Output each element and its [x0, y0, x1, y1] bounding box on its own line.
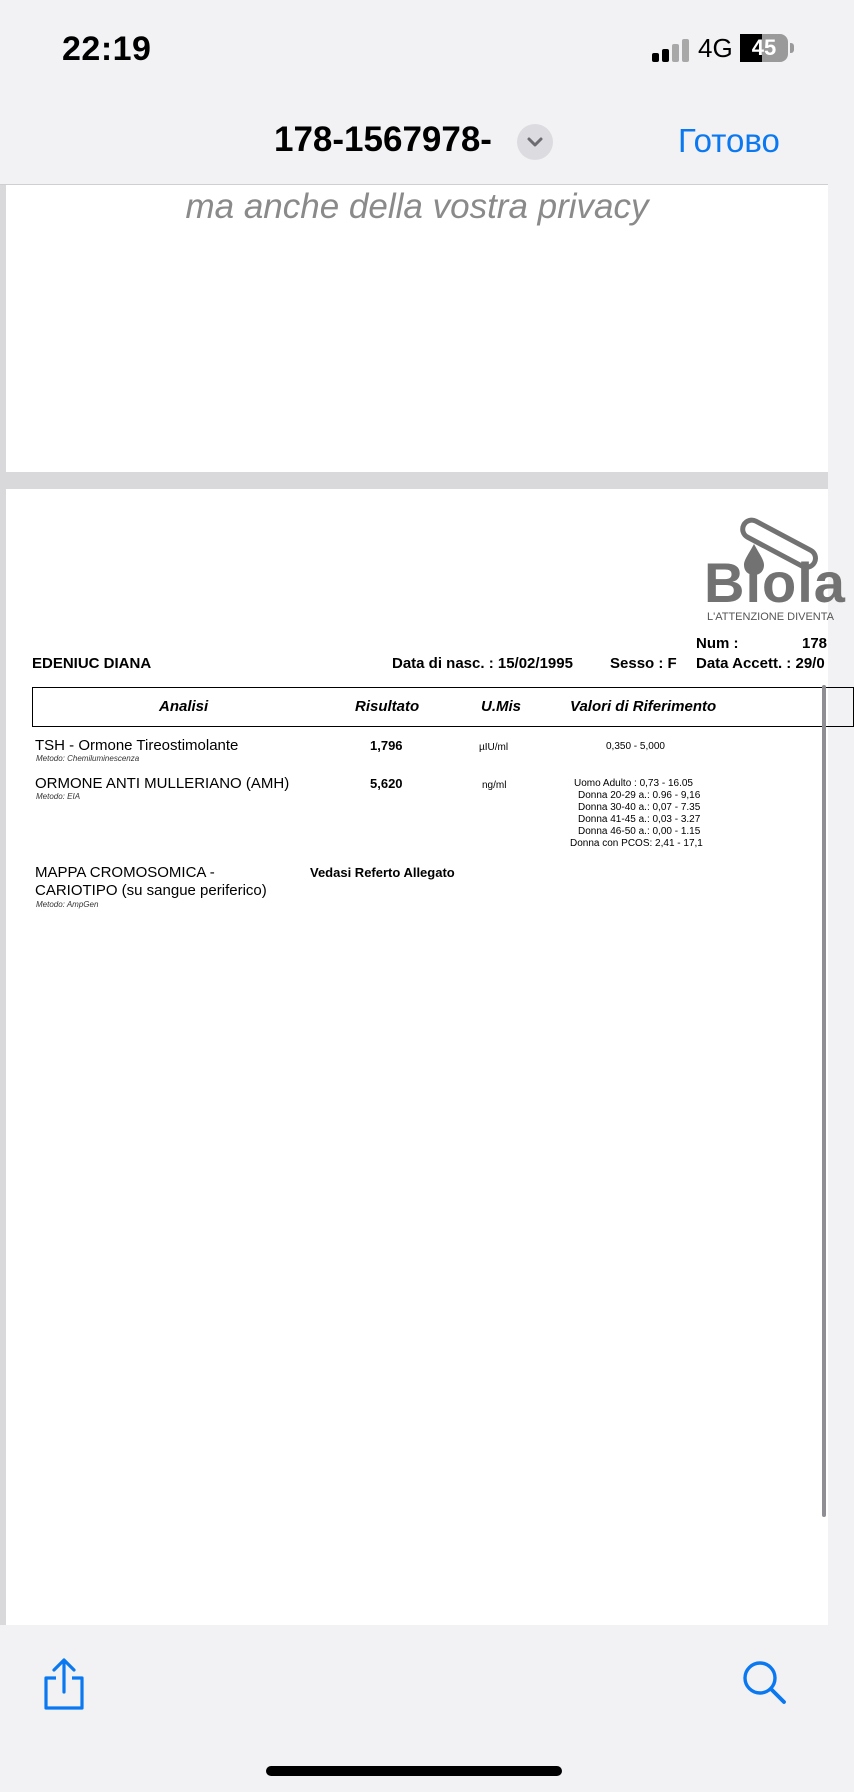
document-viewer[interactable]: [0, 185, 846, 1625]
accept-date: Data Accett. : 29/0: [696, 655, 825, 672]
battery-cap: [790, 43, 794, 53]
document-title[interactable]: 178-1567978-: [274, 120, 492, 159]
test-method-tsh: Metodo: Chemiluminescenza: [36, 754, 140, 763]
test-unit-tsh: µIU/ml: [479, 742, 509, 753]
col-result: Risultato: [355, 698, 420, 715]
lab-logo-text: Biola: [704, 551, 846, 614]
num-label: Num :: [696, 635, 739, 652]
share-button[interactable]: [40, 1656, 88, 1712]
share-icon: [40, 1656, 88, 1712]
test-method-amh: Metodo: EIA: [36, 792, 81, 801]
test-result-tsh: 1,796: [370, 738, 403, 753]
test-result-amh: 5,620: [370, 776, 403, 791]
battery-percent: 45: [751, 35, 777, 60]
signal-icon: [652, 38, 690, 62]
test-reference-tsh: 0,350 - 5,000: [606, 741, 665, 752]
chevron-down-icon: [526, 135, 544, 149]
network-type: 4G: [698, 33, 733, 63]
status-time: 22:19: [62, 30, 152, 68]
done-button[interactable]: Готово: [678, 122, 780, 159]
battery-icon: [740, 34, 788, 62]
amh-reference-line: Donna con PCOS: 2,41 - 17,1: [570, 838, 703, 849]
lab-logo-subtitle: L'ATTENZIONE DIVENTA: [707, 611, 834, 623]
test-name-karyotype-line1: MAPPA CROMOSOMICA -: [35, 864, 215, 881]
test-name-karyotype-line2: CARIOTIPO (su sangue periferico): [35, 882, 267, 899]
col-unit: U.Mis: [481, 698, 522, 715]
patient-sex: Sesso : F: [610, 655, 677, 672]
pdf-page-2: [6, 489, 846, 1625]
amh-reference-line: Donna 46-50 a.: 0,00 - 1.15: [578, 826, 701, 837]
test-method-karyotype: Metodo: AmpGen: [36, 900, 99, 909]
nav-bar: [0, 100, 828, 185]
col-analysis: Analisi: [159, 698, 209, 715]
document-scrollbar[interactable]: [822, 685, 826, 1517]
test-result-karyotype: Vedasi Referto Allegato: [310, 865, 455, 880]
results-table-header: [32, 687, 854, 727]
test-name-amh: ORMONE ANTI MULLERIANO (AMH): [35, 775, 290, 792]
birth-date: Data di nasc. : 15/02/1995: [392, 655, 573, 672]
amh-reference-line: Uomo Adulto : 0,73 - 16.05: [574, 778, 693, 789]
test-name-tsh: TSH - Ormone Tireostimolante: [35, 737, 239, 754]
amh-reference-line: Donna 41-45 a.: 0,03 - 3.27: [578, 814, 701, 825]
status-bar: [0, 0, 828, 100]
num-value: 178: [802, 635, 828, 652]
home-indicator[interactable]: [266, 1766, 562, 1776]
search-icon: [740, 1658, 788, 1706]
patient-name: EDENIUC DIANA: [32, 655, 152, 672]
title-menu-button[interactable]: [517, 124, 553, 160]
amh-reference-line: Donna 30-40 a.: 0,07 - 7.35: [578, 802, 701, 813]
pdf-page-1: [6, 185, 828, 472]
col-reference: Valori di Riferimento: [570, 698, 717, 715]
amh-reference-line: Donna 20-29 a.: 0.96 - 9,16: [578, 790, 701, 801]
search-button[interactable]: [740, 1658, 788, 1706]
test-unit-amh: ng/ml: [482, 780, 507, 791]
page-tagline: ma anche della vostra privacy: [185, 187, 649, 226]
